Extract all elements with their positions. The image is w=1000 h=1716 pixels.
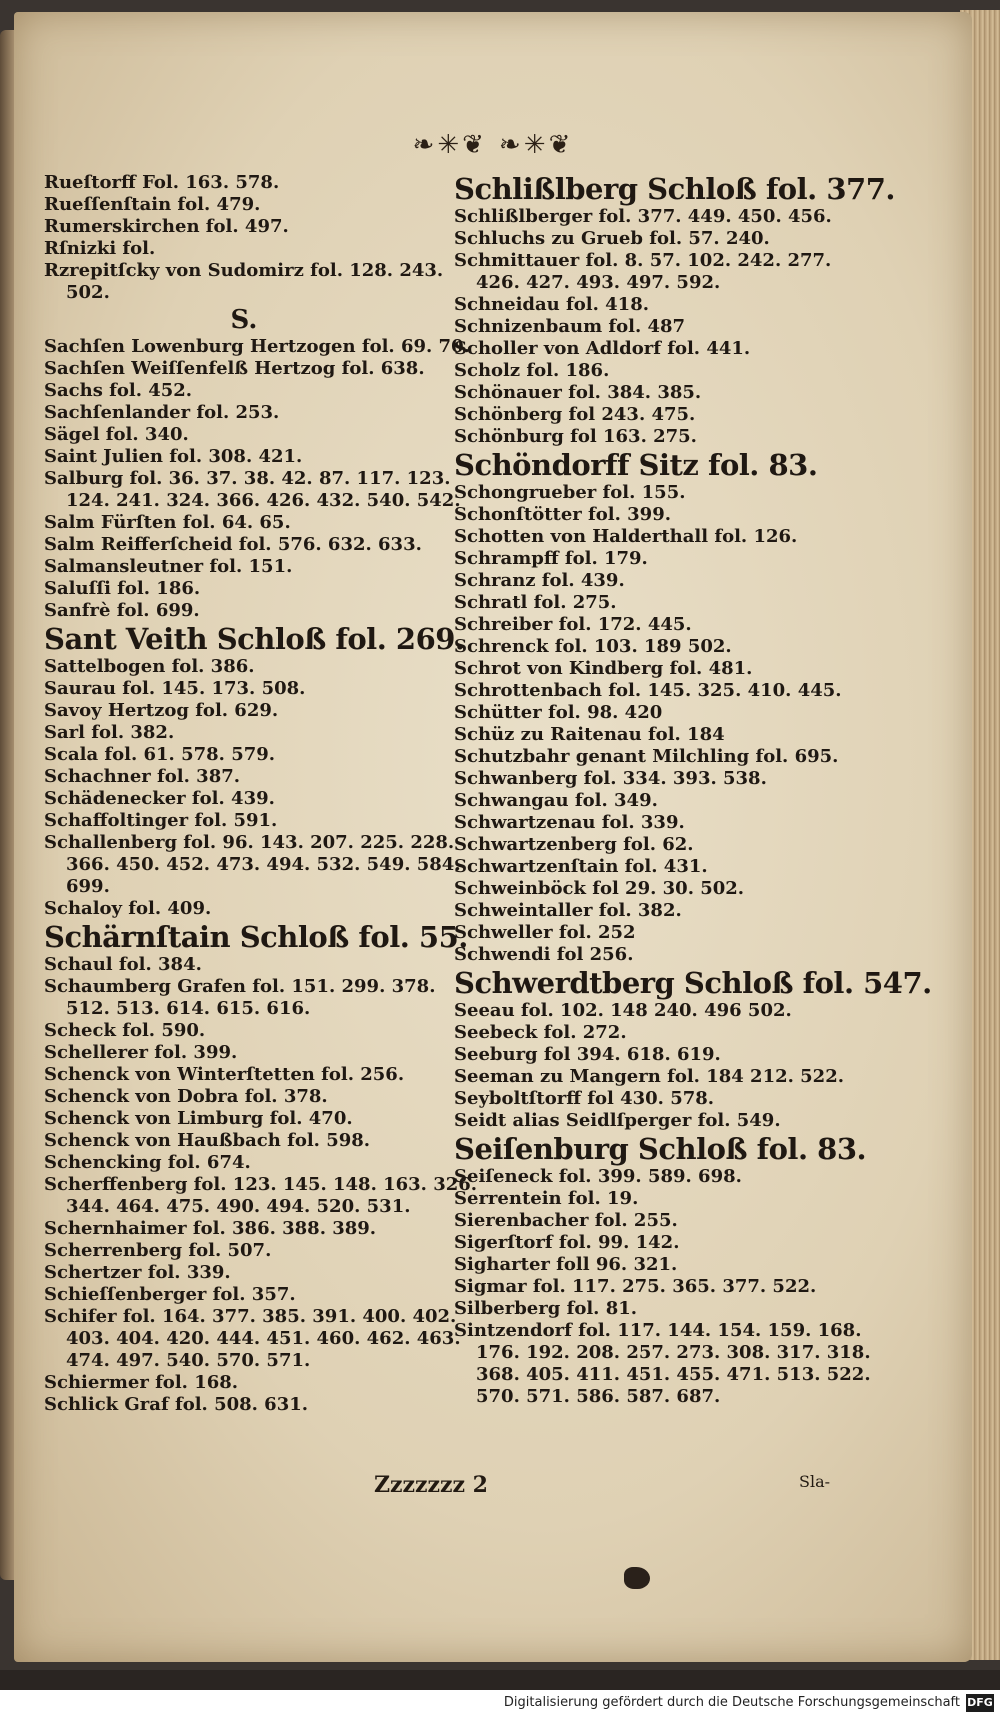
index-entry: Schwendi fol 256. — [454, 944, 634, 965]
footer-credit: Digitalisierung gefördert durch die Deutsche Forschungsgemeinschaft — [503, 1695, 960, 1710]
right-column — [454, 172, 932, 1408]
index-entry: Serrentein fol. 19. — [454, 1188, 639, 1209]
index-entry: Schencking fol. 674. — [44, 1152, 251, 1173]
index-entry: Schenck von Haußbach fol. 598. — [44, 1130, 371, 1151]
index-entry: Sigharter foll 96. 321. — [454, 1254, 678, 1275]
index-entry: Savoy Hertzog fol. 629. — [44, 700, 279, 721]
index-entry: 403. 404. 420. 444. 451. 460. 462. 463. — [66, 1328, 461, 1349]
index-entry: Sägel fol. 340. — [44, 424, 189, 445]
index-entry: 474. 497. 540. 570. 571. — [66, 1350, 311, 1371]
index-entry: Schrot von Kindberg fol. 481. — [454, 658, 753, 679]
index-entry: Sigerſtorf fol. 99. 142. — [454, 1232, 680, 1253]
index-entry: Schaloy fol. 409. — [44, 898, 212, 919]
index-entry: Schwartzenau fol. 339. — [454, 812, 685, 833]
index-entry: Schaumberg Grafen fol. 151. 299. 378. — [44, 976, 436, 997]
index-entry: Seidt alias Seidlſperger fol. 549. — [454, 1110, 781, 1131]
index-entry: Schonſtötter fol. 399. — [454, 504, 671, 525]
index-entry: Sarl fol. 382. — [44, 722, 175, 743]
index-entry: Scholler von Adldorf fol. 441. — [454, 338, 751, 359]
index-heading-entry: Schwerdtberg Schloß fol. 547. — [454, 966, 932, 1000]
index-entry: Schernhaimer fol. 386. 388. 389. — [44, 1218, 377, 1239]
index-entry: Rſnizki fol. — [44, 238, 156, 259]
index-entry: Schwanberg fol. 334. 393. 538. — [454, 768, 767, 789]
index-entry: Schotten von Halderthall fol. 126. — [454, 526, 798, 547]
index-entry: Schenck von Limburg fol. 470. — [44, 1108, 353, 1129]
index-entry: Scherrenberg fol. 507. — [44, 1240, 272, 1261]
index-entry: Schädenecker fol. 439. — [44, 788, 275, 809]
index-entry: Schiermer fol. 168. — [44, 1372, 239, 1393]
index-entry: Schrenck fol. 103. 189 502. — [454, 636, 732, 657]
index-entry: Sachſen Lowenburg Hertzogen fol. 69. 70. — [44, 336, 470, 357]
ornament-glyphs: ❧✳❦ ❧✳❦ — [412, 130, 574, 160]
index-entry: Sierenbacher fol. 255. — [454, 1210, 678, 1231]
index-entry: Scala fol. 61. 578. 579. — [44, 744, 276, 765]
index-entry: 502. — [66, 282, 110, 303]
index-entry: Saint Julien fol. 308. 421. — [44, 446, 303, 467]
index-entry: Schmittauer fol. 8. 57. 102. 242. 277. — [454, 250, 832, 271]
index-entry: Saurau fol. 145. 173. 508. — [44, 678, 306, 699]
index-entry: Schratl fol. 275. — [454, 592, 617, 613]
index-entry: Schieſſenberger fol. 357. — [44, 1284, 296, 1305]
index-entry: Scherffenberg fol. 123. 145. 148. 163. 326. — [44, 1174, 478, 1195]
index-entry: Sigmar fol. 117. 275. 365. 377. 522. — [454, 1276, 817, 1297]
index-entry: Schneidau fol. 418. — [454, 294, 649, 315]
index-entry: Schreiber fol. 172. 445. — [454, 614, 692, 635]
index-entry: 368. 405. 411. 451. 455. 471. 513. 522. — [476, 1364, 871, 1385]
index-entry: Sachſenlander fol. 253. — [44, 402, 280, 423]
index-entry: Seeburg fol 394. 618. 619. — [454, 1044, 721, 1065]
index-entry: Sachſen Weiſſenfelß Hertzog fol. 638. — [44, 358, 425, 379]
header-ornament — [14, 130, 972, 160]
index-heading-entry: Sant Veith Schloß fol. 269. — [44, 622, 465, 656]
index-entry: 366. 450. 452. 473. 494. 532. 549. 584. — [66, 854, 461, 875]
index-page — [14, 12, 972, 1662]
index-entry: Scholz fol. 186. — [454, 360, 610, 381]
left-column — [44, 172, 478, 1416]
index-entry: Sintzendorf fol. 117. 144. 154. 159. 168. — [454, 1320, 862, 1341]
index-entry: Schütter fol. 98. 420 — [454, 702, 663, 723]
index-entry: Schrottenbach fol. 145. 325. 410. 445. — [454, 680, 842, 701]
index-heading-entry: Schärnſtain Schloß fol. 55. — [44, 920, 468, 954]
index-entry: Seiſeneck fol. 399. 589. 698. — [454, 1166, 742, 1187]
dfg-logo: DFG — [966, 1694, 994, 1712]
catchword: Sla- — [799, 1472, 831, 1491]
index-entry: Seeman zu Mangern fol. 184 212. 522. — [454, 1066, 844, 1087]
index-entry: Sattelbogen fol. 386. — [44, 656, 255, 677]
index-heading-entry: Schöndorff Sitz fol. 83. — [454, 448, 818, 482]
index-heading-entry: Schlißlberg Schloß fol. 377. — [454, 172, 895, 206]
index-entry: Rueſſenſtain fol. 479. — [44, 194, 261, 215]
index-entry: Schenck von Dobra fol. 378. — [44, 1086, 328, 1107]
index-entry: Schweinböck fol 29. 30. 502. — [454, 878, 745, 899]
index-entry: Silberberg fol. 81. — [454, 1298, 638, 1319]
index-entry: Schrampff fol. 179. — [454, 548, 648, 569]
index-entry: Schüz zu Raitenau fol. 184 — [454, 724, 725, 745]
index-entry: Schluchs zu Grueb fol. 57. 240. — [454, 228, 770, 249]
index-entry: Salm Fürſten fol. 64. 65. — [44, 512, 291, 533]
index-entry: 512. 513. 614. 615. 616. — [66, 998, 311, 1019]
index-entry: Salburg fol. 36. 37. 38. 42. 87. 117. 123. — [44, 468, 451, 489]
index-entry: 426. 427. 493. 497. 592. — [476, 272, 721, 293]
index-entry: Rzrepitſcky von Sudomirz fol. 128. 243. — [44, 260, 444, 281]
index-entry: Scheck fol. 590. — [44, 1020, 206, 1041]
index-entry: Rumerskirchen fol. 497. — [44, 216, 289, 237]
index-entry: Sanfrè fol. 699. — [44, 600, 200, 621]
index-entry: Schwartzenſtain fol. 431. — [454, 856, 708, 877]
ink-blot — [624, 1567, 650, 1589]
index-entry: Schellerer fol. 399. — [44, 1042, 238, 1063]
index-entry: Rueſtorff Fol. 163. 578. — [44, 172, 280, 193]
index-entry: Seeau fol. 102. 148 240. 496 502. — [454, 1000, 792, 1021]
index-entry: Schertzer fol. 339. — [44, 1262, 231, 1283]
index-entry: Schallenberg fol. 96. 143. 207. 225. 228. — [44, 832, 455, 853]
index-entry: 570. 571. 586. 587. 687. — [476, 1386, 721, 1407]
index-entry: Sachs fol. 452. — [44, 380, 193, 401]
index-entry: 699. — [66, 876, 110, 897]
index-entry: Schenck von Winterſtetten fol. 256. — [44, 1064, 405, 1085]
index-heading-entry: Seiſenburg Schloß fol. 83. — [454, 1132, 867, 1166]
signature-mark: Zzzzzzz 2 — [374, 1472, 488, 1498]
footer-bar — [0, 1690, 1000, 1716]
index-entry: Salmansleutner fol. 151. — [44, 556, 293, 577]
index-entry: Schwangau fol. 349. — [454, 790, 658, 811]
index-entry: Schachner fol. 387. — [44, 766, 241, 787]
index-entry: Saluſſi fol. 186. — [44, 578, 201, 599]
index-entry: Seebeck fol. 272. — [454, 1022, 627, 1043]
index-entry: Schwartzenberg fol. 62. — [454, 834, 694, 855]
index-entry: Salm Reifferſcheid fol. 576. 632. 633. — [44, 534, 422, 555]
index-entry: Schlick Graf fol. 508. 631. — [44, 1394, 309, 1415]
index-entry: Schutzbahr genant Milchling fol. 695. — [454, 746, 839, 767]
index-entry: Schönauer fol. 384. 385. — [454, 382, 702, 403]
index-entry: Schnizenbaum fol. 487 — [454, 316, 686, 337]
index-entry: Schönburg fol 163. 275. — [454, 426, 697, 447]
index-entry: Schlißlberger fol. 377. 449. 450. 456. — [454, 206, 832, 227]
index-entry: 124. 241. 324. 366. 426. 432. 540. 542. — [66, 490, 461, 511]
index-entry: Schweller fol. 252 — [454, 922, 636, 943]
index-entry: 344. 464. 475. 490. 494. 520. 531. — [66, 1196, 411, 1217]
index-entry: Schaul fol. 384. — [44, 954, 202, 975]
index-entry: Seyboltſtorff fol 430. 578. — [454, 1088, 715, 1109]
index-entry: Schifer fol. 164. 377. 385. 391. 400. 402. — [44, 1306, 457, 1327]
index-entry: Schönberg fol 243. 475. — [454, 404, 696, 425]
section-letter: S. — [230, 305, 258, 335]
index-entry: Schranz fol. 439. — [454, 570, 625, 591]
index-entry: Schongrueber fol. 155. — [454, 482, 686, 503]
index-entry: 176. 192. 208. 257. 273. 308. 317. 318. — [476, 1342, 871, 1363]
index-entry: Schaffoltinger fol. 591. — [44, 810, 278, 831]
index-entry: Schweintaller fol. 382. — [454, 900, 682, 921]
